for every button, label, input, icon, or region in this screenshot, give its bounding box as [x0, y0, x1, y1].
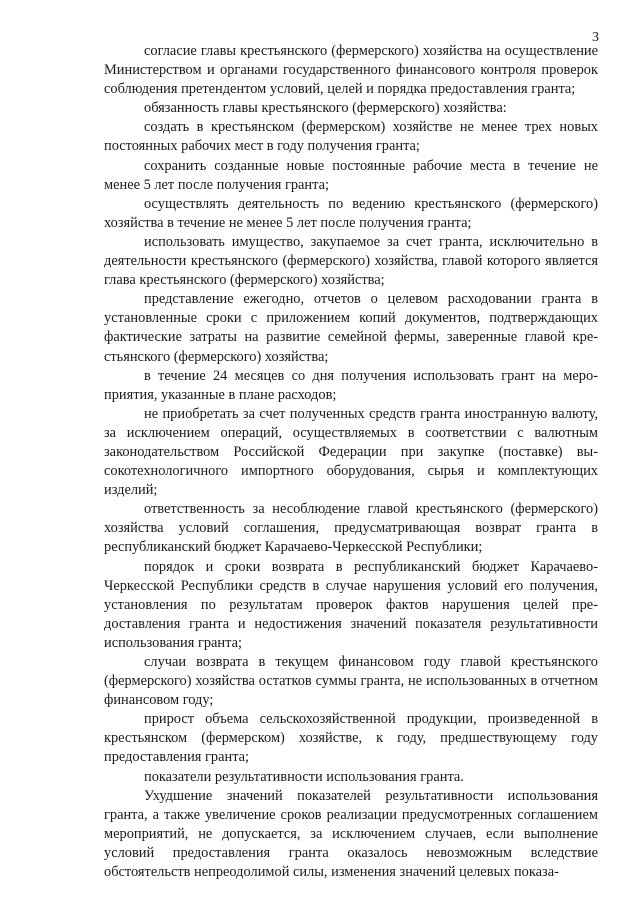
paragraph: согласие главы крестьянского (фермерского) хозяйства на осуществление Министерством и органами государственного финансового контроля проверок соблюдения претендентом условий, целей и порядка предоставления гранта; — [104, 43, 598, 98]
paragraph: порядок и сроки возврата в республиканский бюджет Карачаево-Черкесской Республики средств в случае нарушения условий его получения, установления по результатам проверок фактов нарушения целей предоставления гранта и недостижения значений показателя результативности использования гранта; — [104, 558, 598, 651]
paragraph: использовать имущество, закупаемое за счет гранта, исключительно в деятельности крестьянского (фермерского) хозяйства, главой которого является глава крестьянского (фермерского) хозяйства; — [104, 233, 598, 289]
paragraph: прирост объема сельскохозяйственной продукции, произведенной в крестьянском (фермерском) хозяйстве, к году, предшествующему году предоставления гранта; — [104, 711, 598, 766]
paragraph: не приобретать за счет полученных средств гранта иностранную валюту, за исключением операций, осуществляемых в соответствии с валютным законодательством Российской Федерации при закупке (поставке) высокотехнологичного импортного оборудования, сырья и комплектующих изделий; — [104, 405, 598, 499]
paragraph: показатели результативности использования гранта. — [144, 768, 464, 785]
body-text — [104, 42, 598, 882]
paragraph: в течение 24 месяцев со дня получения использовать грант на мероприятия, указанные в плане расходов; — [104, 367, 598, 403]
paragraph: представление ежегодно, отчетов о целевом расходовании гранта в установленные сроки с приложением копий документов, подтверждающих фактические затраты на развитие семейной фермы, заверенные главой крестьянского (фермерского) хозяйства; — [104, 291, 598, 365]
page-number: 3 — [592, 30, 599, 45]
paragraph: создать в крестьянском (фермерском) хозяйстве не менее трех новых постоянных рабочих мест в году получения гранта; — [104, 119, 598, 155]
paragraph: осуществлять деятельность по ведению крестьянского (фермерского) хозяйства в течение не менее 5 лет после получения гранта; — [104, 195, 598, 231]
paragraph: обязанность главы крестьянского (фермерского) хозяйства: — [144, 100, 507, 117]
paragraph: ответственность за несоблюдение главой крестьянского (фермерского) хозяйства условий соглашения, предусматривающая возврат гранта в республиканский бюджет Карачаево-Черкесской Республики; — [104, 501, 598, 556]
paragraph: сохранить созданные новые постоянные рабочие места в течение не менее 5 лет после получения гранта; — [104, 157, 598, 193]
paragraph: Ухудшение значений показателей результативности использования гранта, а также увеличение сроков реализации предусмотренных соглашением мероприятий, не допускается, за исключением случаев, если выполнение условий предоставления гранта оказалось невозможным вследствие обстоятельств непреодолимой силы, изменения значений целевых показа- — [104, 787, 598, 881]
paragraph: случаи возврата в текущем финансовом году главой крестьянского (фермерского) хозяйства остатков суммы гранта, не использованных в отчетном финансовом году; — [104, 654, 598, 709]
